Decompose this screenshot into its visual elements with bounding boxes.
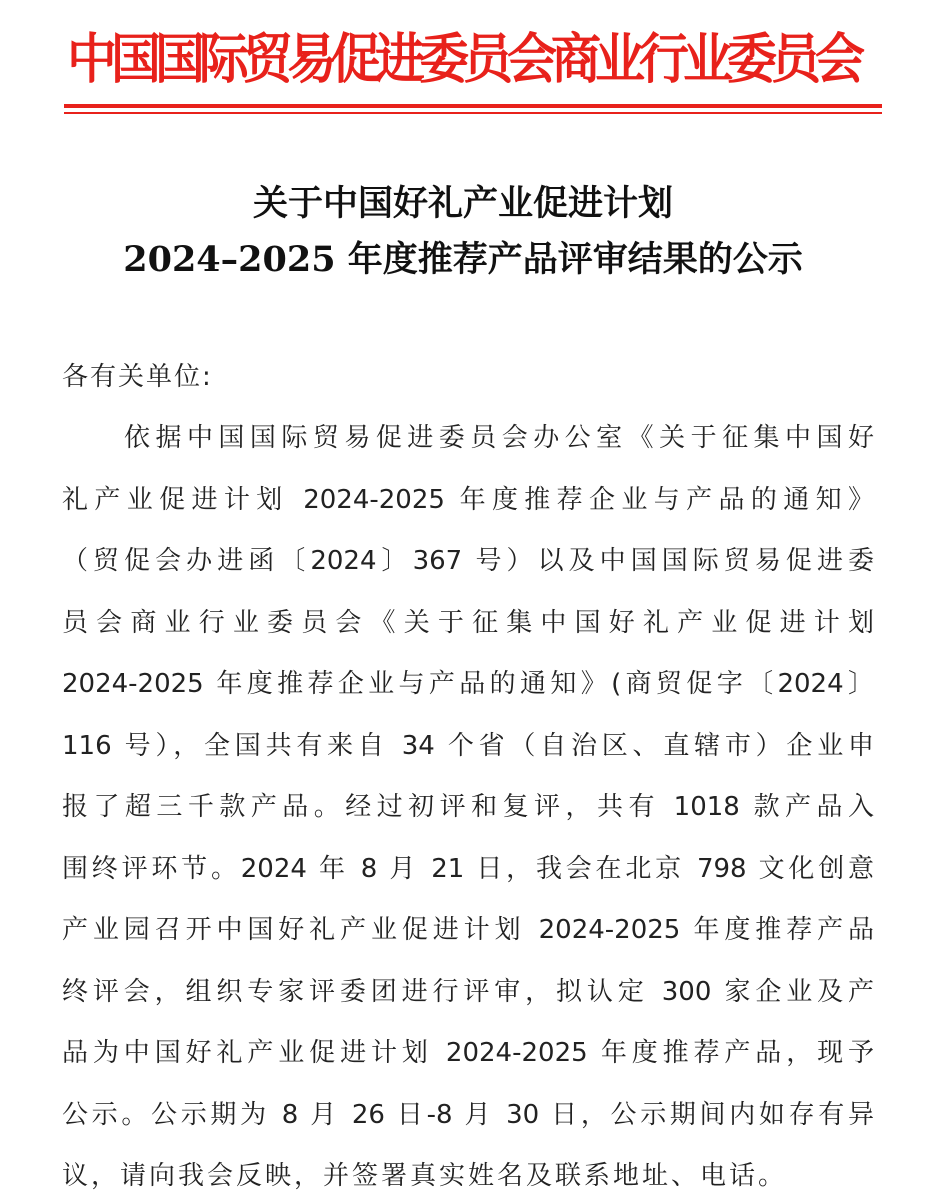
paragraph-line: 报了超三千款产品。经过初评和复评，共有 1018 款产品入 — [62, 792, 874, 822]
paragraph-line: （贸促会办进函〔2024〕367 号）以及中国国际贸易促进委 — [62, 546, 874, 576]
paragraph-line: 116 号），全国共有来自 34 个省（自治区、直辖市）企业申 — [62, 730, 874, 761]
paragraph-line: 产业园召开中国好礼产业促进计划 2024-2025 年度推荐产品 — [62, 915, 874, 945]
letterhead-rule-thin — [64, 112, 882, 114]
paragraph-line: 品为中国好礼产业促进计划 2024-2025 年度推荐产品，现予 — [62, 1038, 874, 1068]
body-paragraph — [62, 408, 874, 1199]
organization-letterhead: 中国国际贸易促进委员会商业行业委员会 — [67, 27, 859, 91]
document-title-line-2: 2024–2025 年度推荐产品评审结果的公示 — [123, 239, 803, 280]
salutation: 各有关单位: — [62, 362, 213, 392]
paragraph-line: 依据中国国际贸易促进委员会办公室《关于征集中国好 — [124, 423, 874, 453]
paragraph-line: 公示。公示期为 8 月 26 日-8 月 30 日，公示期间内如存有异 — [62, 1099, 874, 1130]
paragraph-line: 员会商业行业委员会《关于征集中国好礼产业促进计划 — [62, 607, 874, 638]
paragraph-line: 终评会，组织专家评委团进行评审，拟认定 300 家企业及产 — [62, 976, 874, 1007]
letterhead-rule-thick — [64, 104, 882, 108]
paragraph-line: 2024-2025 年度推荐企业与产品的通知》(商贸促字〔2024〕 — [62, 669, 874, 699]
paragraph-line: 礼产业促进计划 2024-2025 年度推荐企业与产品的通知》 — [62, 484, 874, 515]
paragraph-line: 围终评环节。2024 年 8 月 21 日，我会在北京 798 文化创意 — [62, 853, 874, 884]
document-title-line-1: 关于中国好礼产业促进计划 — [252, 183, 673, 224]
paragraph-line: 议，请向我会反映，并签署真实姓名及联系地址、电话。 — [62, 1161, 788, 1191]
